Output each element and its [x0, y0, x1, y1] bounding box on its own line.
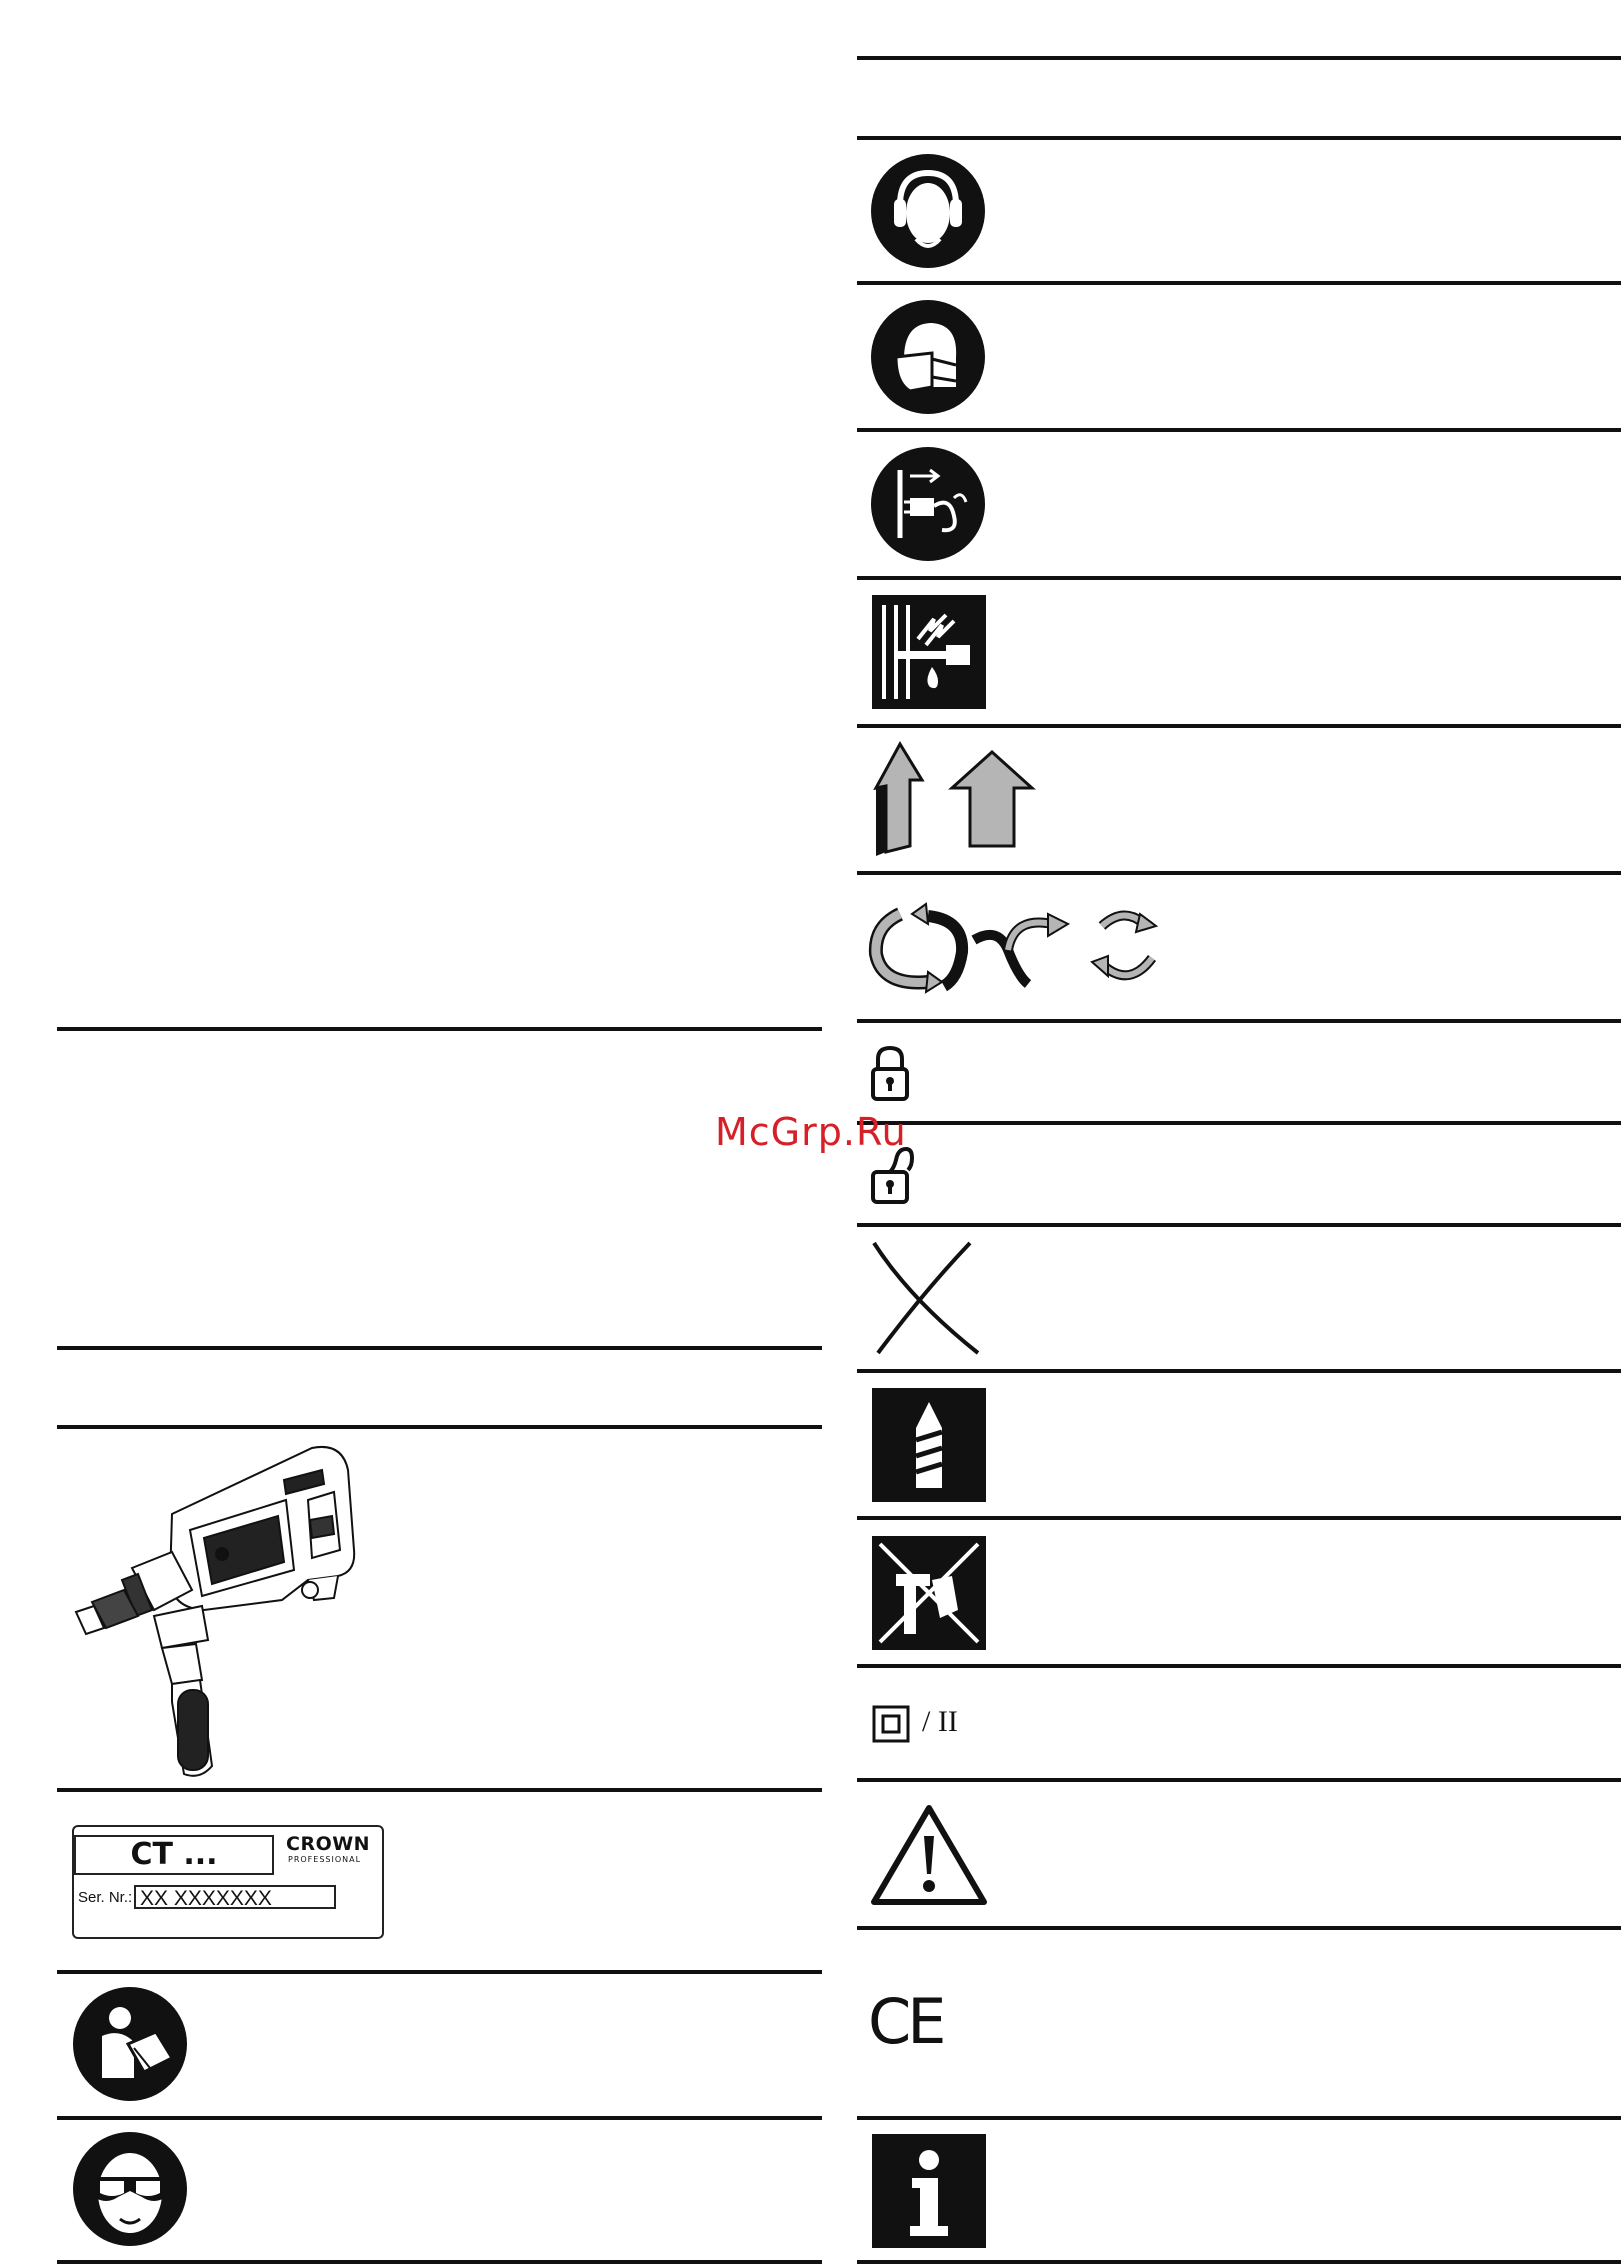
lock-icon: [870, 1045, 910, 1103]
right-divider-3: [857, 281, 1621, 285]
right-divider-5: [857, 576, 1621, 580]
nameplate-label: [72, 1825, 384, 1939]
read-manual-icon: [72, 1986, 188, 2102]
info-icon: [872, 2134, 986, 2248]
cross-icon: [870, 1239, 982, 1355]
ear-protection-icon: [870, 153, 986, 269]
rotation-icon: [868, 896, 1178, 996]
left-divider-3: [57, 1425, 822, 1429]
right-divider-7: [857, 871, 1621, 875]
right-divider-12: [857, 1516, 1621, 1520]
left-divider-2: [57, 1346, 822, 1350]
protection-class-text: / II: [922, 1705, 958, 1738]
right-divider-4: [857, 428, 1621, 432]
eye-protection-icon: [72, 2131, 188, 2247]
left-divider-1: [57, 1027, 822, 1031]
right-divider-10: [857, 1223, 1621, 1227]
warning-triangle-icon: [870, 1802, 988, 1906]
right-divider-15: [857, 1926, 1621, 1930]
nameplate-brand: CROWN: [286, 1833, 371, 1855]
unlock-icon: [870, 1146, 914, 1206]
left-divider-4: [57, 1788, 822, 1792]
hidden-wiring-warning-icon: [872, 595, 986, 709]
right-divider-13: [857, 1664, 1621, 1668]
drill-bit-icon: [872, 1388, 986, 1502]
nameplate-serial-label: Ser. Nr.:: [78, 1889, 133, 1906]
no-hammer-icon: [872, 1536, 986, 1650]
right-divider-2: [857, 136, 1621, 140]
direction-arrows-icon: [870, 738, 1040, 858]
right-divider-16: [857, 2116, 1621, 2120]
nameplate-brand-sub: PROFESSIONAL: [288, 1855, 362, 1864]
left-divider-5: [57, 1970, 822, 1974]
watermark: McGrp.Ru: [715, 1110, 907, 1154]
right-divider-17: [857, 2260, 1621, 2264]
right-divider-14: [857, 1778, 1621, 1782]
ce-mark: CE: [868, 1985, 943, 2058]
nameplate-model: CT ...: [74, 1835, 274, 1875]
left-divider-7: [57, 2260, 822, 2264]
right-divider-8: [857, 1019, 1621, 1023]
right-divider-11: [857, 1369, 1621, 1373]
dust-mask-icon: [870, 299, 986, 415]
drill-illustration: [72, 1440, 392, 1780]
left-divider-6: [57, 2116, 822, 2120]
right-divider-6: [857, 724, 1621, 728]
unplug-icon: [870, 446, 986, 562]
nameplate-serial-value: XX XXXXXXX: [134, 1885, 336, 1909]
right-divider-1: [857, 56, 1621, 60]
right-divider-9: [857, 1121, 1621, 1125]
class-ii-icon: [872, 1705, 910, 1748]
